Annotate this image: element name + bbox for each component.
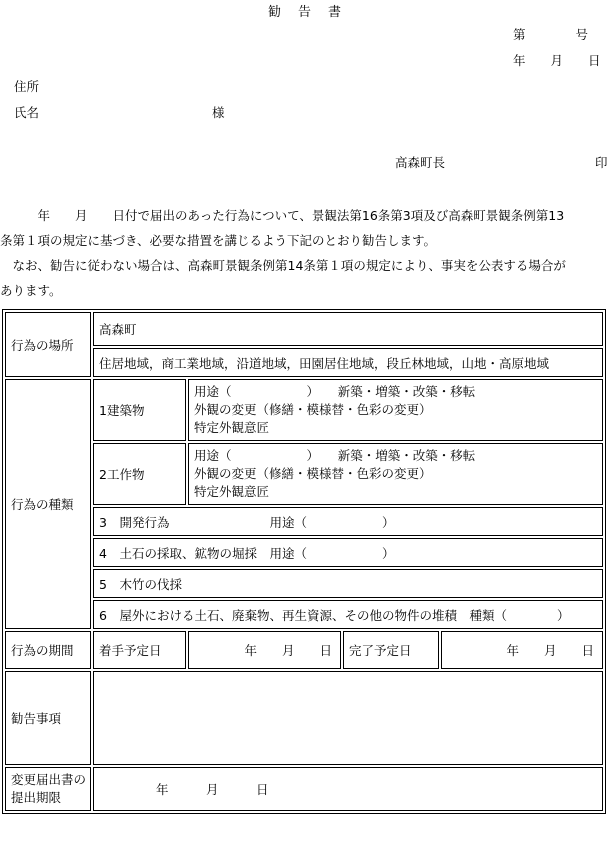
bamboo-line: 5 木竹の伐採	[93, 569, 603, 598]
place-value: 高森町	[93, 312, 603, 346]
type-row-building	[5, 379, 603, 441]
type-row-bamboo	[5, 569, 603, 598]
deadline-date: 年 月 日	[93, 767, 603, 811]
honorific-sama: 様	[212, 105, 225, 120]
deadline-label-line-1: 変更届出書の	[11, 772, 87, 787]
place-row-2	[5, 348, 603, 377]
paragraph-2-line-2: あります。	[0, 283, 62, 298]
deadline-label	[5, 767, 91, 811]
advice-label: 勧告事項	[5, 671, 91, 765]
address-label: 住所	[14, 79, 40, 94]
structure-label: 2工作物	[93, 443, 186, 505]
place-label: 行為の場所	[5, 312, 91, 377]
issuer-name: 高森町長	[395, 155, 446, 170]
building-label: 1建築物	[93, 379, 186, 441]
document-title: 勧 告 書	[268, 5, 344, 20]
document-number: 第 号	[513, 27, 589, 42]
paragraph-1-line-1: 年 月 日付で届出のあった行為について、景観法第16条第3項及び高森町景観条例第13	[0, 208, 565, 223]
structure-design-line: 特定外観意匠	[194, 484, 270, 499]
period-row	[5, 631, 603, 669]
end-label: 完了予定日	[343, 631, 439, 669]
type-label: 行為の種類	[5, 379, 91, 629]
advice-content	[93, 671, 603, 765]
building-appearance-line: 外観の変更（修繕・模様替・色彩の変更）	[194, 402, 432, 417]
paragraph-1-line-2: 条第１項の規定に基づき、必要な措置を講じるよう下記のとおり勧告します。	[0, 233, 437, 248]
advice-row	[5, 671, 603, 765]
building-design-line: 特定外観意匠	[194, 420, 270, 435]
period-label: 行為の期間	[5, 631, 91, 669]
deadline-row	[5, 767, 603, 811]
place-zones: 住居地域，商工業地域，沿道地域，田園居住地域，段丘林地域，山地・高原地域	[93, 348, 603, 377]
name-label: 氏名	[14, 105, 40, 120]
earth-line: 4 土石の採取、鉱物の堀採 用途（ ）	[93, 538, 603, 567]
start-label: 着手予定日	[93, 631, 186, 669]
document-date: 年 月 日	[513, 53, 601, 68]
type-row-development	[5, 507, 603, 536]
type-row-structure	[5, 443, 603, 505]
outdoor-line: 6 屋外における土石、廃棄物、再生資源、その他の物件の堆積 種類（ ）	[93, 600, 603, 629]
type-row-earth	[5, 538, 603, 567]
paragraph-2-line-1: なお、勧告に従わない場合は、高森町景観条例第14条第１項の規定により、事実を公表する場合が	[0, 258, 566, 273]
structure-use-line: 用途（ ） 新築・増築・改築・移転	[194, 448, 476, 463]
structure-details	[188, 443, 603, 505]
building-use-line: 用途（ ） 新築・増築・改築・移転	[194, 384, 476, 399]
type-row-outdoor	[5, 600, 603, 629]
building-details	[188, 379, 603, 441]
seal-mark: 印	[595, 155, 608, 170]
body-text	[0, 203, 608, 303]
deadline-label-line-2: 提出期限	[11, 790, 62, 805]
start-date: 年 月 日	[188, 631, 341, 669]
development-line: 3 開発行為 用途（ ）	[93, 507, 603, 536]
place-row-1	[5, 312, 603, 346]
end-date: 年 月 日	[441, 631, 603, 669]
structure-appearance-line: 外観の変更（修繕・模様替・色彩の変更）	[194, 466, 432, 481]
recommendation-form-table	[2, 309, 606, 814]
